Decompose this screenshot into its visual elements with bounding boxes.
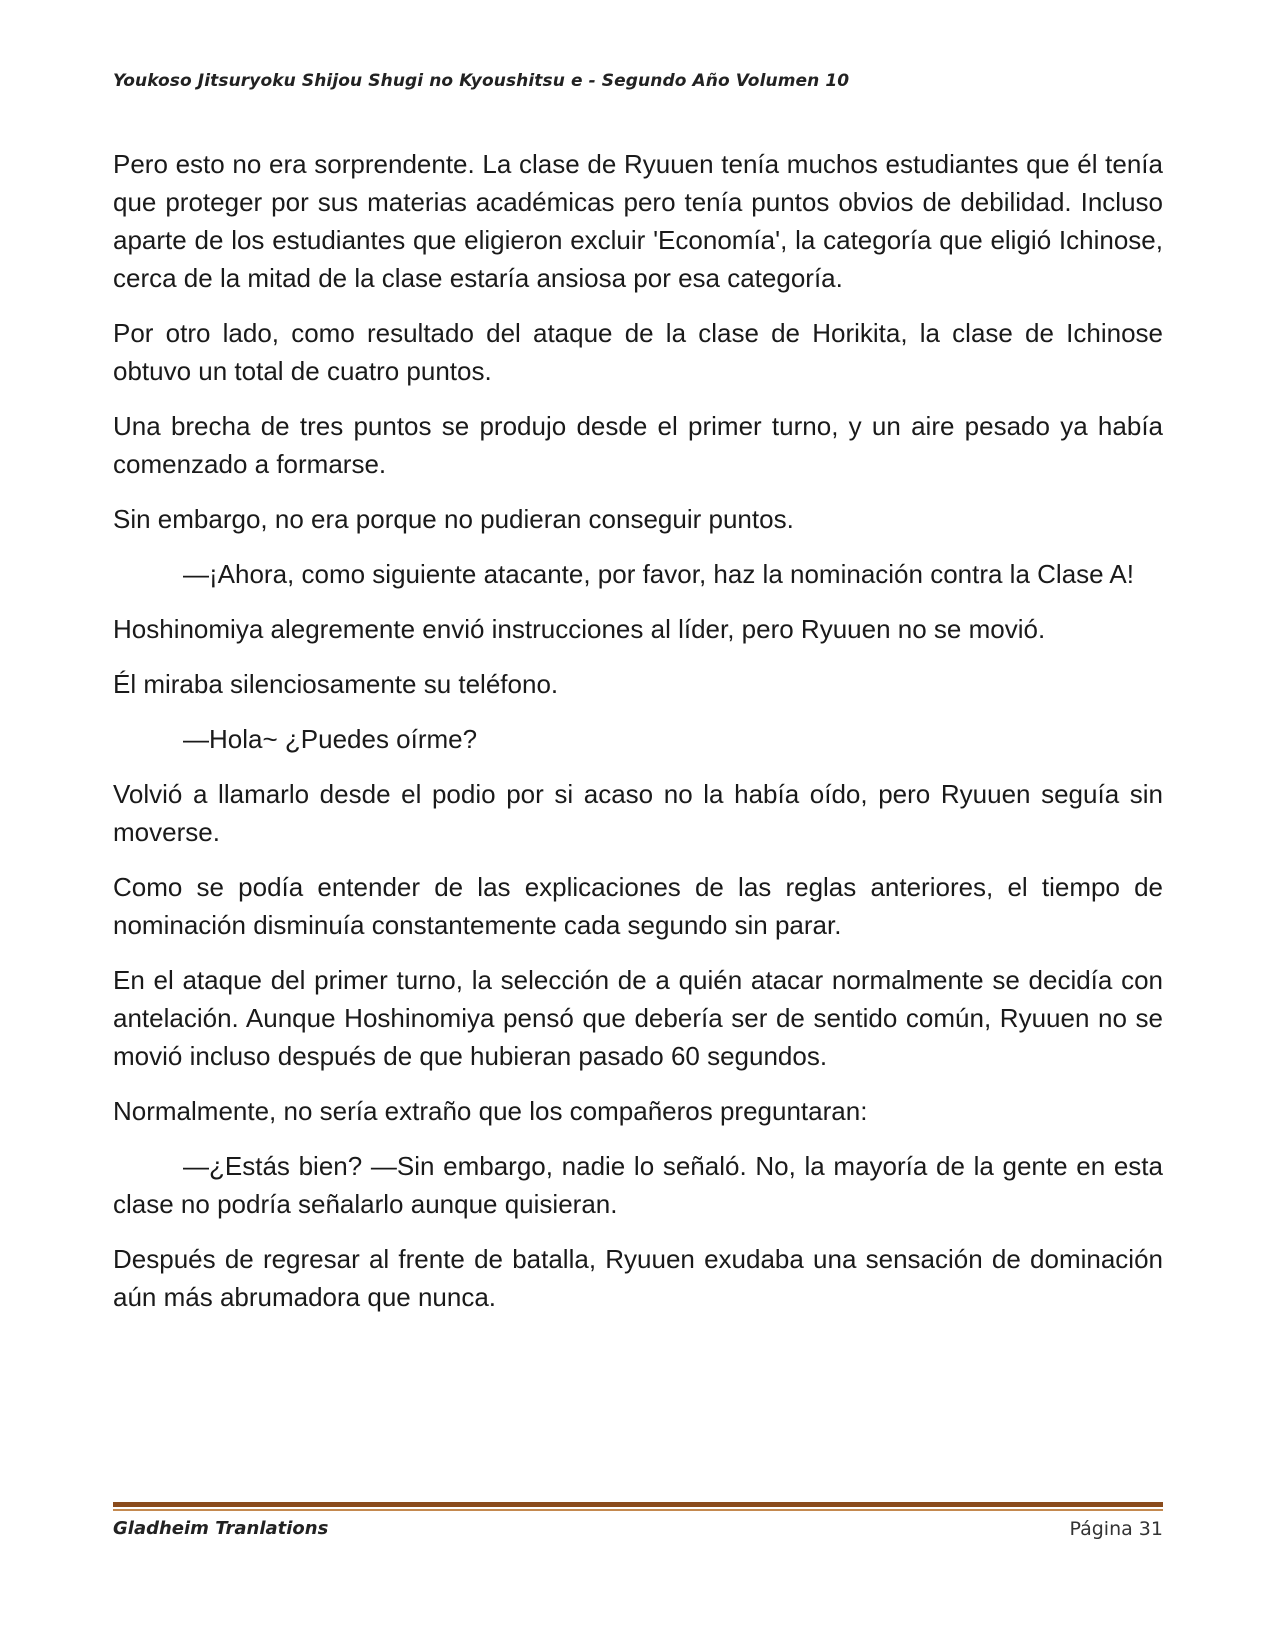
paragraph: En el ataque del primer turno, la selección de a quién atacar normalmente se decidía con antelación. Aunque Hoshinomiya pensó que debería ser de sentido común, Ryuuen no se movió incluso después de que hubieran pasado 60 segundos. (113, 965, 1163, 1071)
dialogue-paragraph: —¿Estás bien? —Sin embargo, nadie lo señaló. No, la mayoría de la gente en esta clase no podría señalarlo aunque quisieran. (113, 1151, 1163, 1219)
paragraph: Sin embargo, no era porque no pudieran conseguir puntos. (113, 504, 794, 534)
paragraph: Normalmente, no sería extraño que los compañeros preguntaran: (113, 1096, 868, 1126)
footer-divider-thick (113, 1502, 1163, 1507)
page-number: Página 31 (1069, 1518, 1163, 1540)
paragraph: Por otro lado, como resultado del ataque de la clase de Horikita, la clase de Ichinose obtuvo un total de cuatro puntos. (113, 318, 1163, 386)
paragraph: Hoshinomiya alegremente envió instrucciones al líder, pero Ryuuen no se movió. (113, 614, 1046, 644)
dialogue-paragraph: —¡Ahora, como siguiente atacante, por favor, haz la nominación contra la Clase A! (183, 559, 1134, 589)
dialogue-paragraph: —Hola~ ¿Puedes oírme? (183, 724, 478, 754)
footer-divider-thin (113, 1509, 1163, 1511)
page-body (113, 145, 1163, 1333)
page-header-title: Youkoso Jitsuryoku Shijou Shugi no Kyoushitsu e - Segundo Año Volumen 10 (113, 71, 850, 91)
footer-credit: Gladheim Tranlations (113, 1518, 329, 1539)
paragraph: Una brecha de tres puntos se produjo desde el primer turno, y un aire pesado ya había comenzado a formarse. (113, 411, 1163, 479)
paragraph: Pero esto no era sorprendente. La clase de Ryuuen tenía muchos estudiantes que él tenía que proteger por sus materias académicas pero tenía puntos obvios de debilidad. Incluso aparte de los estudiantes que eligieron excluir 'Economía', la categoría que eligió Ichinose, cerca de la mitad de la clase estaría ansiosa por esa categoría. (113, 149, 1163, 293)
paragraph: Después de regresar al frente de batalla, Ryuuen exudaba una sensación de dominación aún más abrumadora que nunca. (113, 1244, 1163, 1312)
paragraph: Como se podía entender de las explicaciones de las reglas anteriores, el tiempo de nominación disminuía constantemente cada segundo sin parar. (113, 872, 1163, 940)
paragraph: Él miraba silenciosamente su teléfono. (113, 669, 559, 699)
paragraph: Volvió a llamarlo desde el podio por si acaso no la había oído, pero Ryuuen seguía sin moverse. (113, 779, 1163, 847)
